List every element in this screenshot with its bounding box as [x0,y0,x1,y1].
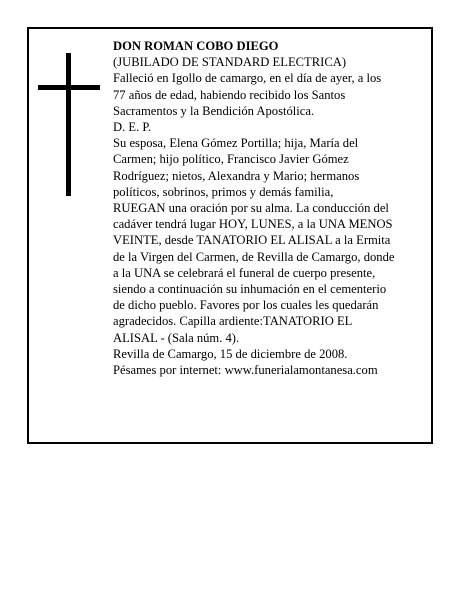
cross-icon-vertical-bar [66,53,71,196]
notice-line: VEINTE, desde TANATORIO EL ALISAL a la Ermita [113,233,391,248]
deceased-name: DON ROMAN COBO DIEGO [113,39,279,53]
notice-line: Su esposa, Elena Gómez Portilla; hija, María del [113,136,359,151]
notice-line: políticos, sobrinos, primos y demás familia, [113,184,334,199]
notice-line: 77 años de edad, habiendo recibido los Santos [113,87,346,102]
notice-line: de la Virgen del Carmen, de Revilla de Camargo, donde [113,249,395,264]
notice-line: de dicho pueblo. Favores por los cuales les quedarán [113,298,379,313]
notice-line: Rodríguez; nietos, Alexandra y Mario; hermanos [113,168,360,183]
notice-line: Carmen; hijo político, Francisco Javier Gómez [113,152,349,167]
obituary-text [113,38,425,378]
notice-line: Sacramentos y la Bendición Apostólica. [113,103,315,118]
notice-line: (JUBILADO DE STANDARD ELECTRICA) [113,55,347,70]
notice-line: RUEGAN una oración por su alma. La conducción del [113,201,389,216]
notice-line: cadáver tendrá lugar HOY, LUNES, a la UNA MENOS [113,217,393,232]
notice-line: ALISAL - (Sala núm. 4). [113,330,240,345]
notice-line: Falleció en Igollo de camargo, en el día de ayer, a los [113,71,382,86]
notice-line: agradecidos. Capilla ardiente:TANATORIO EL [113,314,353,329]
notice-line: Pésames por internet: www.funerialamontanesa.com [113,363,378,378]
notice-line: siendo a continuación su inhumación en el cementerio [113,282,387,297]
cross-icon-horizontal-bar [38,85,100,90]
notice-line: Revilla de Camargo, 15 de diciembre de 2008. [113,346,348,361]
notice-line: D. E. P. [113,120,152,135]
notice-line: a la UNA se celebrará el funeral de cuerpo presente, [113,265,376,280]
